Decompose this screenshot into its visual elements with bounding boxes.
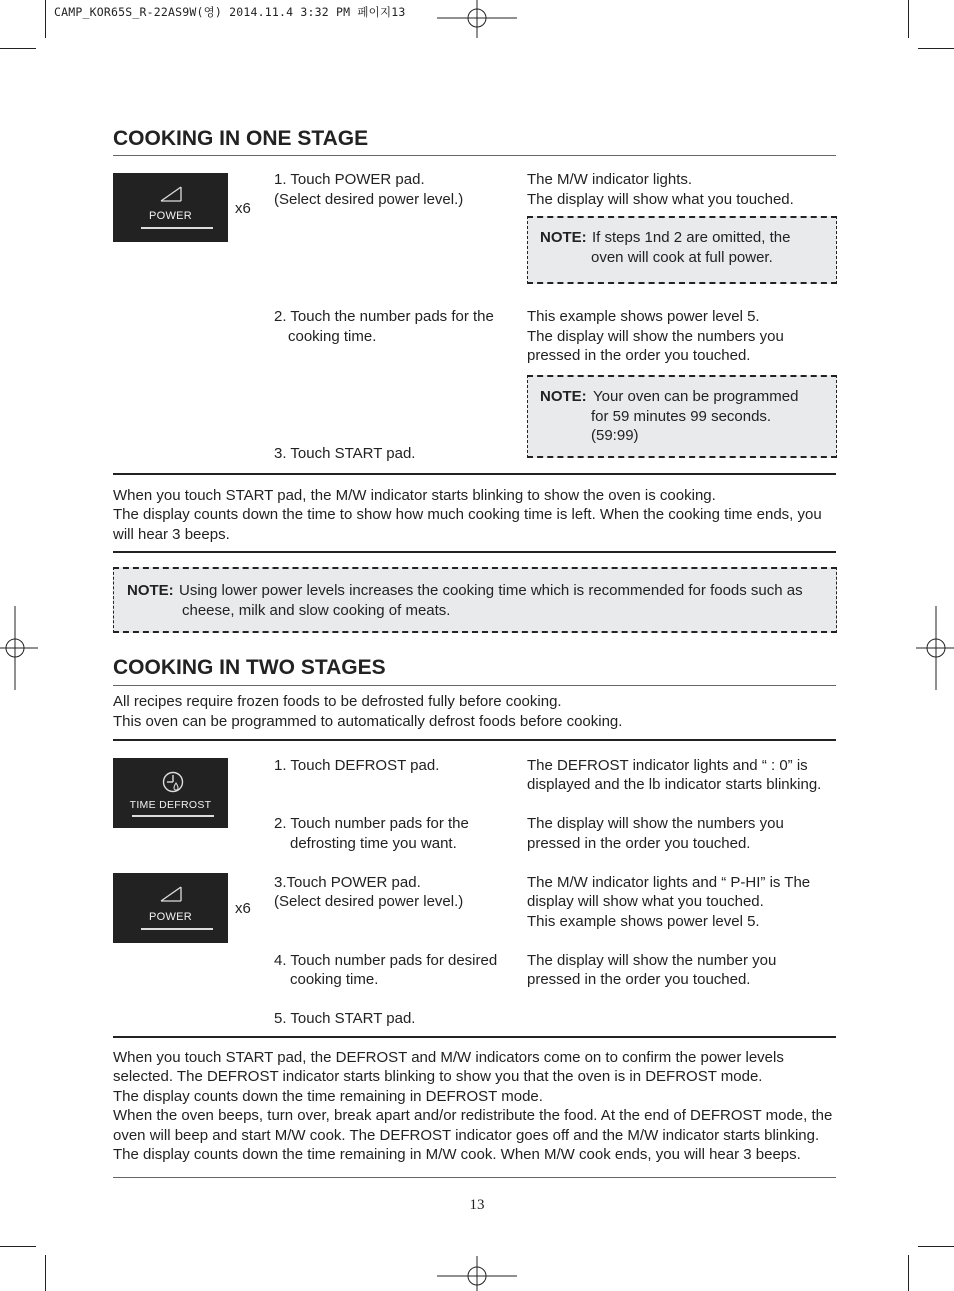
step-text: (Select desired power level.) [274,191,464,208]
paragraph-line: When the oven beeps, turn over, break apart and/or redistribute the food. At the end of DEFROST mode, the [113,1107,833,1124]
crop-mark [908,0,909,38]
paragraph-line: oven will beep and start M/W cook. The DEFROST indicator goes off and the M/W indicator starts blinking. [113,1127,820,1144]
step-description: The display will show the numbers you [527,815,784,832]
divider [113,1177,836,1178]
power-pad [113,173,228,242]
defrost-clock-icon [161,770,185,794]
step-description: pressed in the order you touched. [527,835,751,852]
divider [113,155,836,156]
intro-text: This oven can be programmed to automatically defrost foods before cooking. [113,713,623,730]
step-description: This example shows power level 5. [527,308,760,325]
step-description: The M/W indicator lights. [527,171,693,188]
divider [113,1036,836,1038]
crop-mark [908,1255,909,1291]
step-description: The DEFROST indicator lights and “ : 0” is [527,757,808,774]
step-text: 1. Touch DEFROST pad. [274,757,440,774]
note-label: NOTE: [127,582,174,599]
step-text: 4. Touch number pads for desired [274,952,498,969]
divider [113,685,836,686]
registration-mark-icon [437,1256,517,1291]
time-defrost-pad [113,758,228,828]
step-description: This example shows power level 5. [527,913,760,930]
step-text: 5. Touch START pad. [274,1010,416,1027]
power-pad-label: POWER [148,210,193,222]
crop-mark [45,1255,46,1291]
paragraph-line: will hear 3 beeps. [113,526,230,543]
paragraph-line: The display counts down the time remaining in DEFROST mode. [113,1088,543,1105]
divider [113,739,836,741]
step-description: pressed in the order you touched. [527,347,751,364]
paragraph-line: The display counts down the time remaining in M/W cook. When M/W cook ends, you will hear 3 beeps. [113,1146,801,1163]
note-label: NOTE: [540,229,587,246]
step-description: displayed and the lb indicator starts blinking. [527,776,822,793]
crop-mark [918,1246,954,1247]
step-description: The display will show the number you [527,952,777,969]
page-number: 13 [469,1197,485,1213]
note-text: If steps 1nd 2 are omitted, the [592,229,791,246]
note-box [113,567,837,633]
note-text: for 59 minutes 99 seconds. [591,408,772,425]
pad-underline [141,928,213,930]
press-count: x6 [235,200,251,217]
intro-text: All recipes require frozen foods to be defrosted fully before cooking. [113,693,562,710]
step-text: cooking time. [288,328,377,345]
pad-underline [132,815,214,817]
step-text: cooking time. [290,971,379,988]
power-level-icon [160,885,182,903]
crop-mark [918,48,954,49]
registration-mark-icon [437,0,517,40]
note-label: NOTE: [540,388,587,405]
note-text: Using lower power levels increases the cooking time which is recommended for foods such as [179,582,803,599]
step-description: The display will show the numbers you [527,328,784,345]
press-count: x6 [235,900,251,917]
time-defrost-pad-label: TIME DEFROST [129,799,212,811]
step-text: 2. Touch the number pads for the [274,308,494,325]
power-level-icon [160,185,182,203]
paragraph-line: When you touch START pad, the DEFROST and M/W indicators come on to confirm the power levels [113,1049,784,1066]
step-text: 1. Touch POWER pad. [274,171,425,188]
note-text: oven will cook at full power. [591,249,773,266]
note-box [527,216,837,284]
power-pad-label: POWER [148,911,193,923]
print-file-info: CAMP_KOR65S_R-22AS9W(영) 2014.11.4 3:32 PM 페이지13 [54,5,406,19]
step-text: (Select desired power level.) [274,893,464,910]
step-description: The display will show what you touched. [527,191,794,208]
crop-mark [0,48,36,49]
step-text: 3.Touch POWER pad. [274,874,421,891]
pad-underline [141,227,213,229]
note-box [527,375,837,458]
registration-mark-icon [914,606,954,690]
crop-mark [0,1246,36,1247]
paragraph-line: When you touch START pad, the M/W indicator starts blinking to show the oven is cooking. [113,487,716,504]
divider [113,551,836,553]
paragraph-line: The display counts down the time to show how much cooking time is left. When the cooking time ends, you [113,506,822,523]
divider [113,473,836,475]
note-text: cheese, milk and slow cooking of meats. [182,602,451,619]
section-title: COOKING IN TWO STAGES [113,656,386,679]
registration-mark-icon [0,606,40,690]
note-text: Your oven can be programmed [593,388,799,405]
section-title: COOKING IN ONE STAGE [113,127,369,150]
paragraph-line: selected. The DEFROST indicator starts blinking to show you that the oven is in DEFROST mode. [113,1068,763,1085]
step-description: display will show what you touched. [527,893,764,910]
step-description: The M/W indicator lights and “ P-HI” is The [527,874,811,891]
power-pad [113,873,228,943]
step-description: pressed in the order you touched. [527,971,751,988]
step-text: defrosting time you want. [290,835,457,852]
step-text: 2. Touch number pads for the [274,815,469,832]
crop-mark [45,0,46,38]
note-text: (59:99) [591,427,639,444]
step-text: 3. Touch START pad. [274,445,416,462]
